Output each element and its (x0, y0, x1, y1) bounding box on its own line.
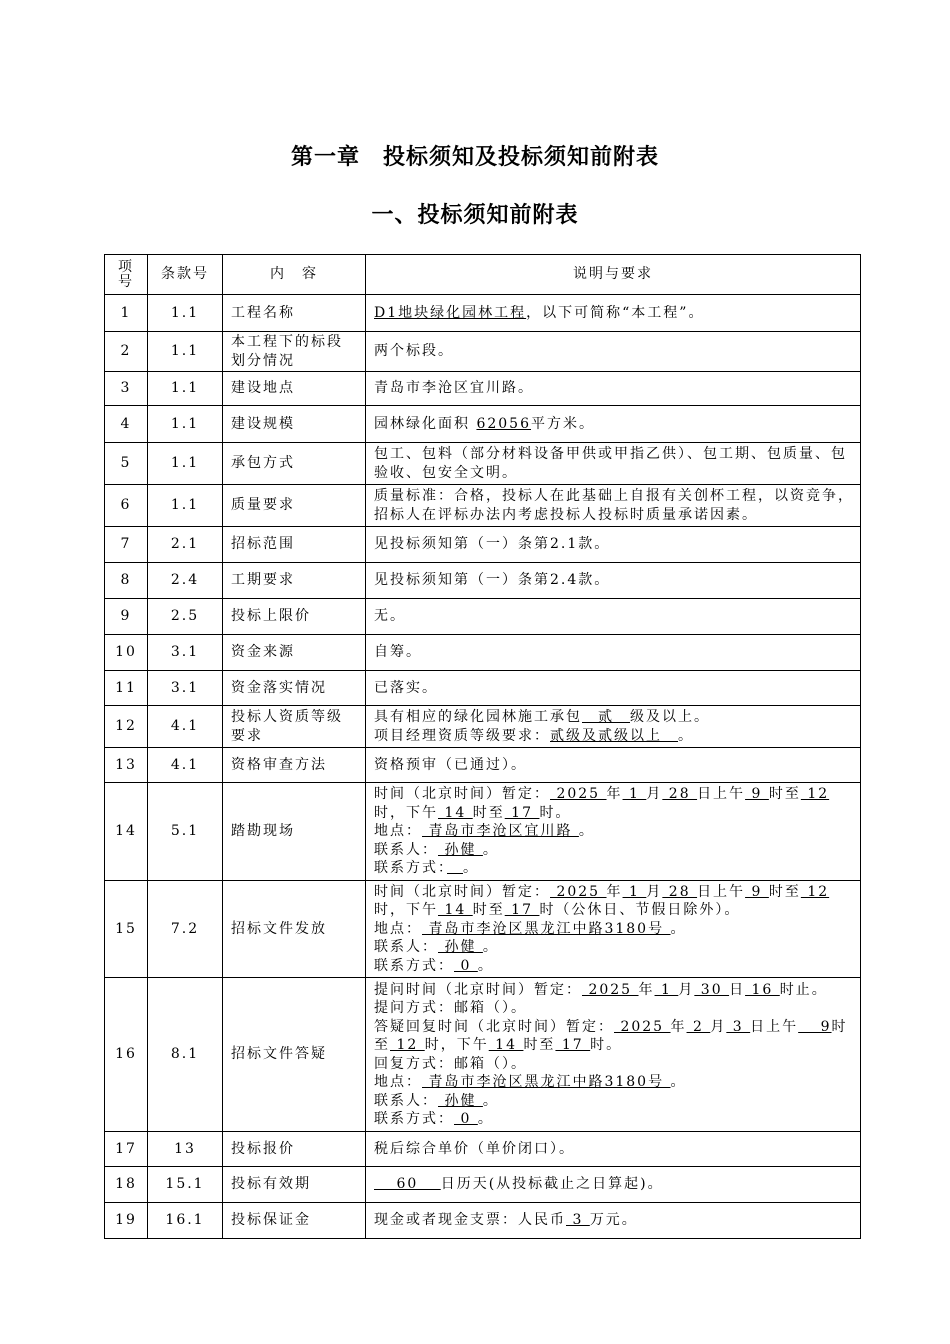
requirement-text: 时（公休日、节假日除外）。 (539, 902, 741, 918)
row-clause: 1.1 (148, 485, 223, 527)
requirement-text: 时至 (768, 786, 801, 802)
row-clause: 1.1 (148, 332, 223, 372)
requirement-text: 具有相应的绿化园林施工承包 (374, 709, 582, 725)
row-item: 投标有效期 (223, 1167, 366, 1203)
table-row (105, 880, 861, 978)
underlined-value: 9 (745, 883, 769, 900)
requirement-line (374, 785, 854, 822)
requirement-line (374, 415, 854, 434)
requirement-text: 时止。 (779, 981, 828, 998)
row-number: 2 (105, 332, 148, 372)
requirement-line (374, 607, 854, 626)
row-number: 7 (105, 527, 148, 563)
underlined-value: 60 (374, 1176, 441, 1193)
requirement-text: 现金或者现金支票：人民币 (374, 1212, 566, 1229)
header-clause: 条款号 (148, 255, 223, 295)
requirement-text: 时，下午 (374, 902, 438, 918)
underlined-value: 青岛市李沧区宜川路 (422, 823, 579, 839)
requirement-text: 。 (463, 860, 479, 876)
table-row (105, 671, 861, 706)
table-row (105, 1132, 861, 1167)
requirement-text: 税后综合单价（单价闭口）。 (374, 1140, 575, 1157)
requirement-text: 见投标须知第（一）条第2.1款。 (374, 536, 611, 553)
underlined-value: 3 (726, 1018, 751, 1035)
requirement-line (374, 883, 854, 920)
row-clause: 1.1 (148, 443, 223, 485)
row-item: 投标保证金 (223, 1203, 366, 1239)
requirement-text: 联系人： (374, 841, 438, 858)
row-requirements (366, 783, 861, 881)
requirement-text: 联系方式： (374, 860, 447, 876)
header-item-no-line2: 号 (118, 273, 134, 290)
requirement-line (374, 727, 854, 746)
requirement-text: 时至 (472, 804, 505, 821)
row-item: 招标文件发放 (223, 880, 366, 978)
requirement-text: 时间（北京时间）暂定： (374, 883, 550, 900)
row-requirements (366, 443, 861, 485)
table-row (105, 406, 861, 443)
requirement-line (374, 1110, 854, 1129)
requirement-text: 月 (646, 883, 663, 900)
requirement-line (374, 999, 854, 1018)
row-number: 13 (105, 748, 148, 783)
chapter-title: 第一章 投标须知及投标须知前附表 (290, 144, 659, 170)
row-requirements (366, 880, 861, 978)
row-number: 6 (105, 485, 148, 527)
row-clause: 5.1 (148, 783, 223, 881)
underlined-value: 0 (454, 1111, 478, 1127)
row-requirements (366, 332, 861, 372)
underlined-value: 1 (622, 883, 647, 900)
requirement-text: 项目经理资质等级要求： (374, 727, 550, 744)
row-number: 18 (105, 1167, 148, 1203)
table-row (105, 443, 861, 485)
row-number: 5 (105, 443, 148, 485)
requirement-text: ，以下可简称“本工程”。 (526, 304, 705, 321)
row-clause: 7.2 (148, 880, 223, 978)
requirement-text: 。 (477, 1111, 494, 1127)
table-row (105, 1203, 861, 1239)
row-item: 工期要求 (223, 563, 366, 599)
row-number: 11 (105, 671, 148, 706)
underlined-value: 9 (798, 1018, 832, 1035)
requirement-text: 。 (482, 1092, 499, 1109)
row-requirements (366, 1167, 861, 1203)
requirement-text: 见投标须知第（一）条第2.4款。 (374, 572, 611, 589)
requirement-line (374, 1140, 854, 1159)
requirement-line (374, 920, 854, 939)
row-item: 招标范围 (223, 527, 366, 563)
requirement-text: 时间（北京时间）暂定： (374, 786, 550, 802)
underlined-value: 14 (488, 1037, 524, 1053)
requirement-line (374, 487, 854, 524)
row-number: 19 (105, 1203, 148, 1239)
table-row (105, 295, 861, 332)
underlined-value: 12 (390, 1037, 425, 1053)
requirement-text: 联系人： (374, 939, 438, 955)
underlined-value: 3 (566, 1212, 590, 1229)
requirement-text: 资格预审（已通过）。 (374, 756, 527, 773)
requirement-text: 时，下午 (374, 804, 438, 821)
row-clause: 8.1 (148, 978, 223, 1132)
row-item: 工程名称 (223, 295, 366, 332)
row-requirements (366, 748, 861, 783)
requirement-text: 地点： (374, 920, 422, 937)
table-row (105, 783, 861, 881)
table-row (105, 485, 861, 527)
table-row (105, 978, 861, 1132)
underlined-value: 2025 (550, 786, 607, 802)
header-requirements: 说明与要求 (366, 255, 861, 295)
underlined-value: 14 (438, 804, 473, 821)
row-clause: 1.1 (148, 372, 223, 406)
header-item-no-line1: 项 (118, 258, 134, 275)
requirement-line (374, 445, 854, 482)
row-number: 9 (105, 599, 148, 635)
row-clause: 1.1 (148, 406, 223, 443)
requirement-text: 时至 (523, 1037, 556, 1053)
requirement-text: 万元。 (589, 1212, 638, 1229)
requirement-line (374, 938, 854, 957)
row-requirements (366, 372, 861, 406)
requirement-text: 。 (578, 823, 595, 839)
requirement-text: 月 (710, 1018, 727, 1035)
requirement-line (374, 535, 854, 554)
requirement-text: 月 (646, 786, 663, 802)
underlined-value: 14 (438, 902, 473, 918)
header-content: 内 容 (223, 255, 366, 295)
row-requirements (366, 706, 861, 748)
requirement-line (374, 859, 854, 878)
row-number: 12 (105, 706, 148, 748)
requirement-line (374, 1073, 854, 1092)
requirement-text: 提问时间（北京时间）暂定： (374, 981, 582, 998)
underlined-value: 1 (622, 786, 647, 802)
row-item: 建设地点 (223, 372, 366, 406)
bid-notice-table (104, 254, 861, 1239)
row-item: 资格审查方法 (223, 748, 366, 783)
requirement-text: 青岛市李沧区宜川路。 (374, 380, 534, 397)
requirement-text: 年 (606, 883, 623, 900)
row-clause: 2.1 (148, 527, 223, 563)
row-clause: 15.1 (148, 1167, 223, 1203)
header-item-no (105, 255, 148, 295)
underlined-value: 青岛市李沧区黑龙江中路3180号 (422, 1074, 671, 1090)
requirement-text: 联系方式： (374, 957, 454, 974)
requirement-text: 日上午 (697, 786, 746, 802)
underlined-value: 16 (745, 981, 780, 998)
requirement-line (374, 1092, 854, 1111)
requirement-text: 包工、包料（部分材料设备甲供或甲指乙供）、包工期、包质量、包验收、包安全文明。 (374, 446, 847, 481)
row-item: 踏勘现场 (223, 783, 366, 881)
requirement-text: 日 (729, 981, 746, 998)
table-row (105, 748, 861, 783)
underlined-value: 12 (800, 883, 830, 900)
requirement-line (374, 822, 854, 841)
requirement-text: 已落实。 (374, 679, 438, 696)
row-item: 投标人资质等级要求 (223, 706, 366, 748)
requirement-text: 时至 (472, 902, 505, 918)
row-requirements (366, 485, 861, 527)
underlined-value: 28 (662, 883, 698, 900)
underlined-value: 17 (504, 902, 540, 918)
requirement-line (374, 571, 854, 590)
underlined-value (447, 860, 463, 876)
row-item: 质量要求 (223, 485, 366, 527)
requirement-line (374, 1211, 854, 1230)
underlined-value: 12 (800, 786, 830, 802)
row-requirements (366, 1203, 861, 1239)
requirement-text: 答疑回复时间（北京时间）暂定： (374, 1018, 614, 1035)
table-row (105, 372, 861, 406)
row-number: 4 (105, 406, 148, 443)
requirement-text: 两个标段。 (374, 343, 454, 360)
underlined-value: 28 (662, 786, 698, 802)
row-requirements (366, 671, 861, 706)
requirement-line (374, 342, 854, 361)
requirement-text: 。 (477, 957, 494, 974)
requirement-text: 园林绿化面积 (374, 415, 477, 432)
underlined-value: 1 (654, 981, 679, 998)
row-clause: 16.1 (148, 1203, 223, 1239)
row-clause: 3.1 (148, 635, 223, 671)
requirement-text: 时，下午 (424, 1037, 489, 1053)
requirement-text: 质量标准：合格，投标人在此基础上自报有关创杯工程，以资竞争，招标人在评标办法内考虑投标人投标时质量承诺因素。 (374, 488, 854, 523)
row-clause: 1.1 (148, 295, 223, 332)
requirement-text: 时。 (590, 1037, 623, 1053)
requirement-line (374, 643, 854, 662)
row-item: 本工程下的标段划分情况 (223, 332, 366, 372)
row-item: 投标报价 (223, 1132, 366, 1167)
requirement-line (374, 379, 854, 398)
requirement-text: 联系人： (374, 1092, 438, 1109)
underlined-value: 孙健 (438, 1092, 483, 1109)
underlined-value: 30 (694, 981, 730, 998)
row-item: 资金落实情况 (223, 671, 366, 706)
underlined-value: 青岛市李沧区黑龙江中路3180号 (422, 920, 671, 937)
row-number: 15 (105, 880, 148, 978)
row-clause: 4.1 (148, 748, 223, 783)
table-row (105, 563, 861, 599)
row-number: 10 (105, 635, 148, 671)
requirement-text: 地点： (374, 1074, 422, 1090)
row-number: 14 (105, 783, 148, 881)
section-title: 一、投标须知前附表 (371, 202, 579, 228)
row-number: 1 (105, 295, 148, 332)
row-requirements (366, 406, 861, 443)
requirement-line (374, 981, 854, 1000)
requirement-line (374, 304, 854, 323)
underlined-value: D1地块绿化园林工程 (374, 304, 527, 321)
requirement-text: 时至 (768, 883, 801, 900)
row-requirements (366, 1132, 861, 1167)
row-number: 3 (105, 372, 148, 406)
requirement-text: 年 (606, 786, 623, 802)
row-requirements (366, 599, 861, 635)
requirement-text: 级及以上。 (630, 709, 710, 725)
requirement-text: 地点： (374, 823, 422, 839)
requirement-text: 。 (670, 1074, 687, 1090)
row-number: 8 (105, 563, 148, 599)
underlined-value: 2025 (582, 981, 639, 998)
row-requirements (366, 295, 861, 332)
requirement-line (374, 841, 854, 860)
requirement-text: 年 (670, 1018, 687, 1035)
requirement-line (374, 756, 854, 775)
requirement-text: 联系方式： (374, 1111, 454, 1127)
requirement-line (374, 708, 854, 727)
row-clause: 3.1 (148, 671, 223, 706)
row-requirements (366, 527, 861, 563)
table-header-row (105, 255, 861, 295)
underlined-value: 孙健 (438, 841, 483, 858)
underlined-value: 2025 (614, 1018, 671, 1035)
underlined-value: 62056 (476, 415, 531, 432)
requirement-text: 无。 (374, 608, 406, 625)
requirement-text: 日历天(从投标截止之日算起)。 (440, 1176, 664, 1193)
requirement-line (374, 679, 854, 698)
row-item: 招标文件答疑 (223, 978, 366, 1132)
requirement-line (374, 957, 854, 976)
underlined-value: 孙健 (438, 939, 483, 955)
row-clause: 13 (148, 1132, 223, 1167)
requirement-text: 。 (670, 920, 687, 937)
row-item: 承包方式 (223, 443, 366, 485)
requirement-text: 时至 (374, 1018, 848, 1053)
requirement-line (374, 1175, 854, 1194)
row-item: 建设规模 (223, 406, 366, 443)
row-requirements (366, 978, 861, 1132)
row-number: 17 (105, 1132, 148, 1167)
underlined-value: 2 (686, 1018, 711, 1035)
row-clause: 2.5 (148, 599, 223, 635)
requirement-text: 。 (482, 939, 499, 955)
requirement-text: 平方米。 (531, 415, 595, 432)
row-requirements (366, 563, 861, 599)
requirement-text: 日上午 (750, 1018, 799, 1035)
row-clause: 4.1 (148, 706, 223, 748)
table-row (105, 706, 861, 748)
underlined-value: 9 (745, 786, 769, 802)
requirement-line (374, 1018, 854, 1055)
table-row (105, 332, 861, 372)
underlined-value: 0 (454, 957, 478, 974)
underlined-value: 贰 (582, 709, 630, 725)
requirement-text: 年 (638, 981, 655, 998)
row-requirements (366, 635, 861, 671)
requirement-text: 月 (678, 981, 695, 998)
requirement-text: 自筹。 (374, 644, 422, 661)
underlined-value: 贰级及贰级以上 (550, 727, 678, 744)
underlined-value: 17 (504, 804, 540, 821)
row-clause: 2.4 (148, 563, 223, 599)
underlined-value: 17 (555, 1037, 591, 1053)
requirement-text: 时。 (539, 804, 572, 821)
table-row (105, 1167, 861, 1203)
row-item: 投标上限价 (223, 599, 366, 635)
underlined-value: 2025 (550, 883, 607, 900)
requirement-line (374, 1055, 854, 1074)
table-row (105, 527, 861, 563)
requirement-text: 提问方式：邮箱（）。 (374, 1000, 527, 1016)
requirement-text: 日上午 (697, 883, 746, 900)
table-row (105, 599, 861, 635)
row-item: 资金来源 (223, 635, 366, 671)
requirement-text: 回复方式：邮箱（）。 (374, 1055, 527, 1072)
requirement-text: 。 (482, 841, 499, 858)
requirement-text: 。 (678, 727, 694, 744)
row-number: 16 (105, 978, 148, 1132)
table-row (105, 635, 861, 671)
